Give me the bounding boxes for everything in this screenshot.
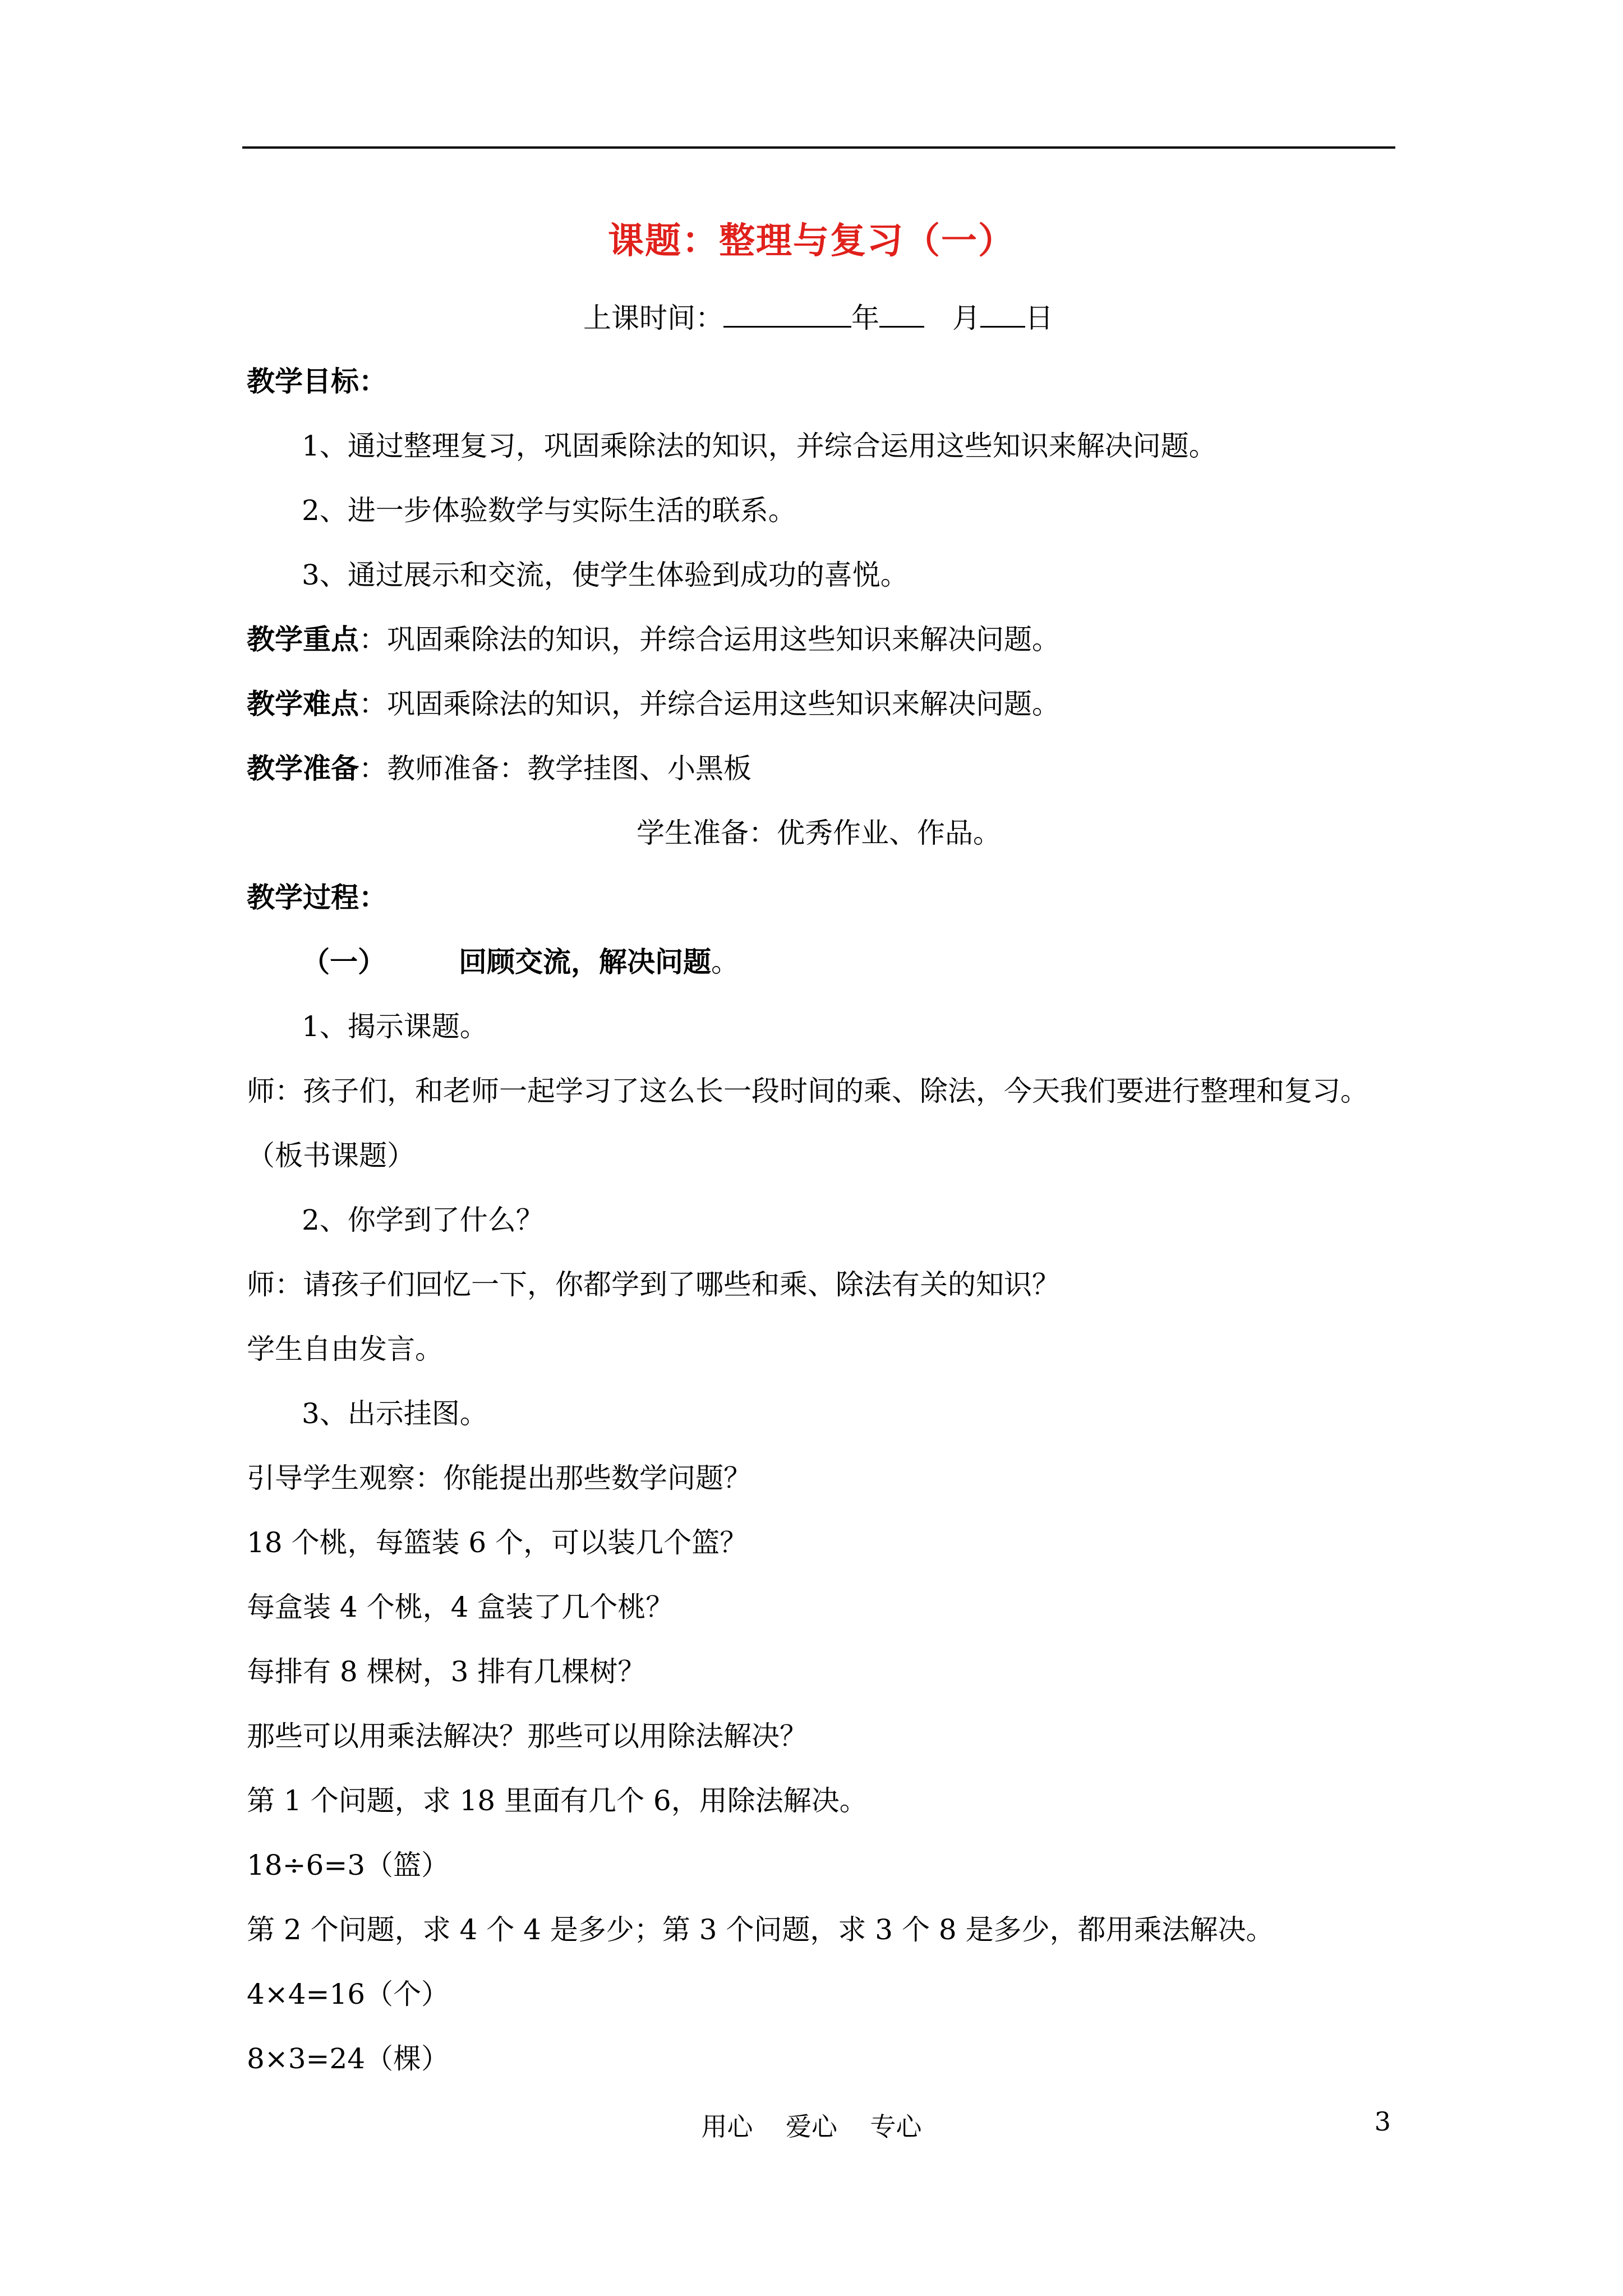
process-line: （板书课题）	[247, 1139, 415, 1172]
header-rule	[242, 146, 1395, 149]
process-line: 师：孩子们，和老师一起学习了这么长一段时间的乘、除法，今天我们要进行整理和复习。	[247, 1075, 1368, 1107]
key-point-label: 教学重点	[247, 623, 359, 656]
process-line: 师：请孩子们回忆一下，你都学到了哪些和乘、除法有关的知识？	[247, 1268, 1060, 1301]
difficulty-line	[247, 687, 1060, 721]
process-line: 那些可以用乘法解决？那些可以用除法解决？	[247, 1720, 808, 1752]
objective-item: 2、进一步体验数学与实际生活的联系。	[302, 494, 796, 527]
process-line: 每排有 8 棵树，3 排有几棵树？	[247, 1655, 646, 1688]
teacher-preparation: ：教师准备：教学挂图、小黑板	[359, 752, 751, 785]
preparation-label: 教学准备	[247, 752, 359, 785]
process-line: 18÷6=3（篮）	[247, 1849, 450, 1881]
section-end: 。	[711, 946, 739, 978]
footer-motto: 用心 爱心 专心	[701, 2111, 922, 2142]
section-title: 回顾交流，解决问题	[459, 945, 711, 978]
objective-item: 3、通过展示和交流，使学生体验到成功的喜悦。	[302, 559, 909, 591]
month-blank	[879, 300, 924, 328]
process-line: 学生自由发言。	[247, 1333, 443, 1365]
process-line: 第 2 个问题，求 4 个 4 是多少；第 3 个问题，求 3 个 8 是多少，都用乘法解决。	[247, 1913, 1274, 1946]
key-point-line	[247, 623, 1060, 656]
student-preparation: 学生准备：优秀作业、作品。	[637, 817, 1001, 849]
section-number: （一）	[302, 945, 386, 978]
class-time-line	[583, 300, 1053, 335]
process-heading: 教学过程：	[247, 881, 387, 914]
process-line: 8×3=24（棵）	[247, 2042, 450, 2075]
process-line: 3、出示挂图。	[302, 1397, 488, 1430]
key-point-text: ：巩固乘除法的知识，并综合运用这些知识来解决问题。	[359, 623, 1060, 656]
year-label: 年	[851, 302, 879, 334]
day-label: 日	[1025, 302, 1053, 334]
objective-item: 1、通过整理复习，巩固乘除法的知识，并综合运用这些知识来解决问题。	[302, 430, 1217, 462]
page-number: 3	[1374, 2106, 1391, 2137]
process-line: 每盒装 4 个桃，4 盒装了几个桃？	[247, 1591, 674, 1623]
objectives-heading: 教学目标：	[247, 365, 387, 398]
difficulty-label: 教学难点	[247, 687, 359, 720]
difficulty-text: ：巩固乘除法的知识，并综合运用这些知识来解决问题。	[359, 688, 1060, 720]
day-blank	[980, 300, 1025, 328]
process-line: 第 1 个问题，求 18 里面有几个 6，用除法解决。	[247, 1784, 868, 1817]
month-label: 月	[952, 302, 980, 334]
page-title: 课题：整理与复习（一）	[608, 220, 1015, 262]
process-line: 4×4=16（个）	[247, 1978, 450, 2010]
process-line: 1、揭示课题。	[302, 1010, 488, 1043]
process-line: 18 个桃，每篮装 6 个，可以装几个篮？	[247, 1526, 748, 1559]
process-line: 2、你学到了什么？	[302, 1204, 544, 1236]
section-heading	[302, 945, 739, 979]
process-line: 引导学生观察：你能提出那些数学问题？	[247, 1462, 751, 1494]
year-blank	[723, 300, 851, 328]
preparation-line	[247, 752, 751, 785]
class-time-label: 上课时间：	[583, 302, 723, 334]
